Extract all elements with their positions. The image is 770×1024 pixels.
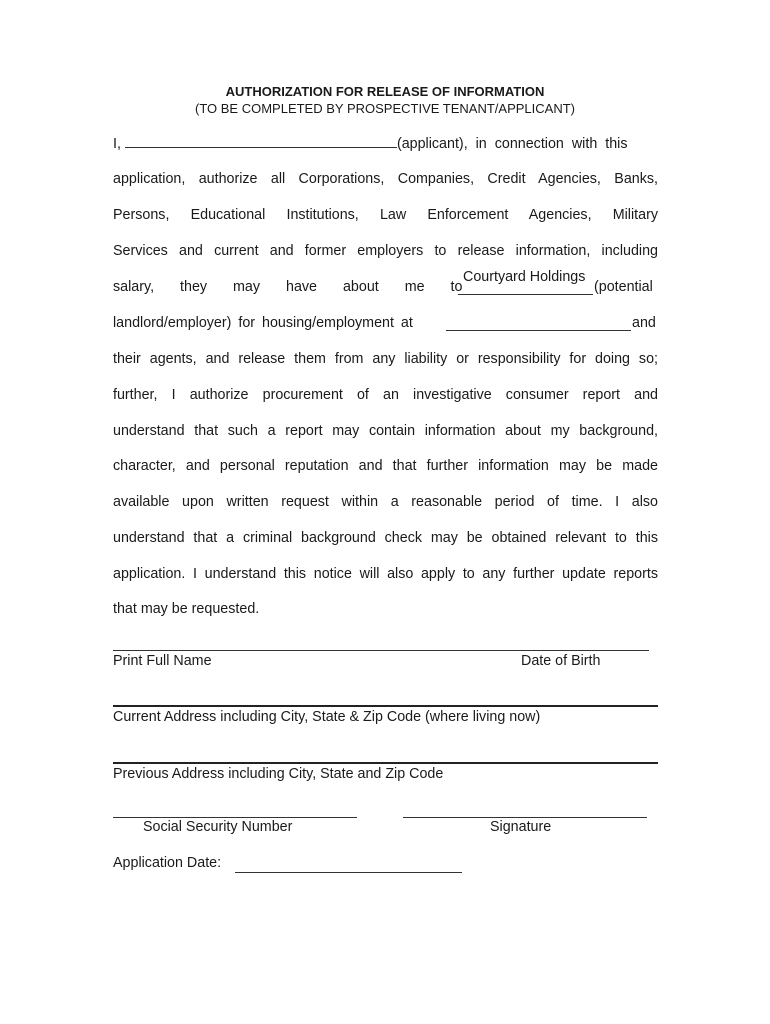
application-date-blank[interactable] [235,858,462,873]
body-line-11: available upon written request within a reasonable period of time. I also [113,494,658,510]
body-line-7: their agents, and release them from any liability or responsibility for doing so; [113,351,658,367]
previous-address-label: Previous Address including City, State and Zip Code [113,766,444,782]
current-address-label: Current Address including City, State & Zip Code (where living now) [113,709,541,725]
body-line-2: application, authorize all Corporations, Companies, Credit Agencies, Banks, [113,171,658,187]
ssn-line[interactable] [113,817,357,818]
body-line-6-end: and [632,315,656,331]
body-line-12: understand that a criminal background check may be obtained relevant to this [113,530,658,546]
document-title: AUTHORIZATION FOR RELEASE OF INFORMATION [225,84,545,99]
current-address-line[interactable] [113,705,658,707]
application-date-label: Application Date: [113,855,222,871]
company-name: Courtyard Holdings [463,269,586,285]
body-line-10: character, and personal reputation and that further information may be made [113,458,658,474]
document-subtitle: (TO BE COMPLETED BY PROSPECTIVE TENANT/APPLICANT) [195,101,575,116]
body-line-1-start: I, [113,136,121,152]
date-of-birth-label: Date of Birth [521,653,601,669]
address-blank[interactable] [446,316,631,331]
ssn-label: Social Security Number [143,819,293,835]
body-line-3: Persons, Educational Institutions, Law Enforcement Agencies, Military [113,207,658,223]
body-line-8: further, I authorize procurement of an investigative consumer report and [113,387,658,403]
body-line-1 [113,133,658,153]
body-line-5-end: (potential [594,279,653,295]
body-line-1-end: (applicant), in connection with this [396,136,628,152]
name-dob-line[interactable] [113,650,649,651]
body-line-9: understand that such a report may contain information about my background, [113,423,658,439]
signature-line[interactable] [403,817,647,818]
applicant-name-blank[interactable] [125,133,397,148]
previous-address-line[interactable] [113,762,658,764]
print-full-name-label: Print Full Name [113,653,212,669]
body-line-6-start: landlord/employer) for housing/employment at [113,315,413,331]
body-line-13: application. I understand this notice will also apply to any further update reports [113,566,658,582]
signature-label: Signature [490,819,552,835]
body-line-5-start: salary, they may have about me to [113,279,463,295]
body-line-4: Services and current and former employers to release information, including [113,243,658,259]
body-line-14: that may be requested. [113,601,260,617]
